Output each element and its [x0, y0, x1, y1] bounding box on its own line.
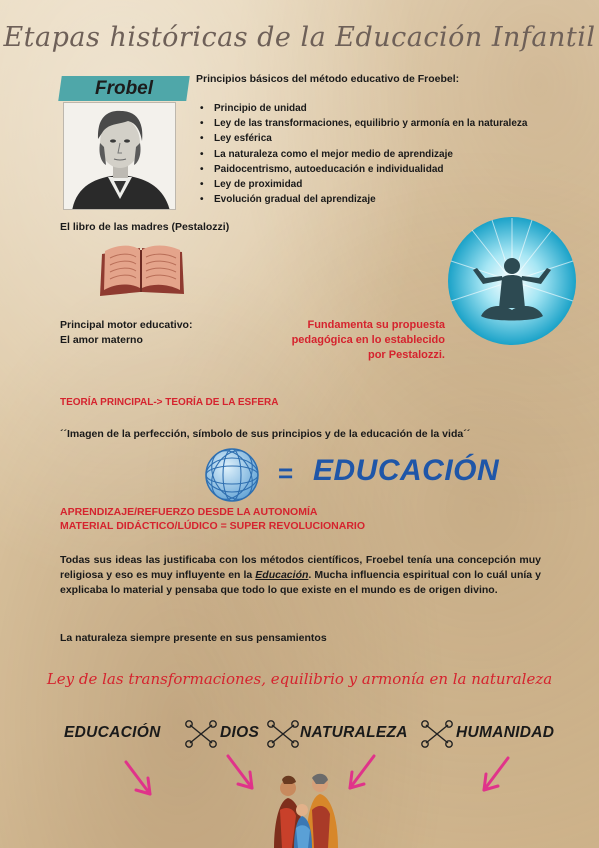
naturaleza-line: La naturaleza siempre presente en sus pensamientos: [60, 632, 327, 644]
libro-label: El libro de las madres (Pestalozzi): [60, 221, 230, 233]
fundamenta-line-3: por Pestalozzi.: [367, 349, 445, 361]
chain-word-educacion: EDUCACIÓN: [64, 724, 161, 741]
list-item: • Ley de las transformaciones, equilibrio y armonía en la naturaleza: [200, 116, 595, 131]
list-item: • Principio de unidad: [200, 101, 595, 116]
page-title: Etapas históricas de la Educación Infantil: [3, 22, 596, 53]
frobel-portrait-image: [63, 102, 176, 210]
frobel-name-tag: [58, 76, 190, 101]
molecule-connector-icon: [420, 719, 454, 749]
list-item: • Evolución gradual del aprendizaje: [200, 192, 595, 207]
fundamenta-line-2: pedagógica en lo establecido: [291, 334, 445, 346]
principles-heading: Principios básicos del método educativo de Froebel:: [196, 73, 460, 85]
motor-line-1: Principal motor educativo:: [60, 319, 193, 331]
arrow-down-left-icon: [474, 754, 514, 798]
fundamenta-line-1: Fundamenta su propuesta: [307, 319, 445, 331]
arrow-down-right-icon: [120, 758, 160, 802]
ley-transformaciones-line: Ley de las transformaciones, equilibrio y armonía en la naturaleza: [46, 670, 553, 688]
open-book-icon: [96, 238, 186, 298]
autonomia-block: [60, 505, 365, 533]
list-item: • La naturaleza como el mejor medio de aprendizaje: [200, 147, 595, 162]
chain-word-naturaleza: NATURALEZA: [300, 724, 408, 741]
motor-educativo-block: [60, 318, 192, 348]
fundamenta-block: [255, 318, 445, 363]
autonomia-line-2: MATERIAL DIDÁCTICO/LÚDICO = SUPER REVOLUCIONARIO: [60, 520, 365, 532]
list-item: • Paidocentrismo, autoeducación e individualidad: [200, 162, 595, 177]
chain-word-dios: DIOS: [220, 724, 260, 741]
principles-list: [200, 101, 595, 207]
chain-word-humanidad: HUMANIDAD: [456, 724, 555, 741]
autonomia-line-1: APRENDIZAJE/REFUERZO DESDE LA AUTONOMÍA: [60, 506, 318, 518]
paragraph-emphasis: Educación: [255, 568, 309, 581]
educacion-heading: EDUCACIÓN: [313, 454, 500, 487]
paragraph-text-before: Todas sus ideas las justificaba con los métodos científicos, Froebel tenía una concepción muy religiosa y eso es muy influyente en la: [60, 554, 541, 581]
list-item: • Ley esférica: [200, 131, 595, 146]
teoria-principal: TEORÍA PRINCIPAL-> TEORÍA DE LA ESFERA: [60, 397, 279, 408]
molecule-connector-icon: [184, 719, 218, 749]
meditation-figure-image: [447, 216, 577, 346]
imagen-quote: ´´Imagen de la perfección, símbolo de sus principios y de la educación de la vida´´: [60, 428, 471, 440]
motor-line-2: El amor materno: [60, 334, 143, 346]
equals-sign: =: [278, 458, 294, 488]
concept-chain: [64, 724, 584, 750]
paragraph-text-after: . Mucha influencia espiritual con lo cuál unía y explicaba lo material y pensaba que todo lo que existe en el mundo es de origen divino.: [60, 568, 541, 596]
frobel-name-label: Frobel: [94, 78, 154, 99]
froebel-paragraph: [60, 553, 541, 597]
arrow-down-right-icon: [222, 752, 262, 796]
holy-family-illustration: [262, 770, 352, 848]
list-item: • Ley de proximidad: [200, 177, 595, 192]
molecule-connector-icon: [266, 719, 300, 749]
sphere-globe-icon: [204, 447, 260, 503]
